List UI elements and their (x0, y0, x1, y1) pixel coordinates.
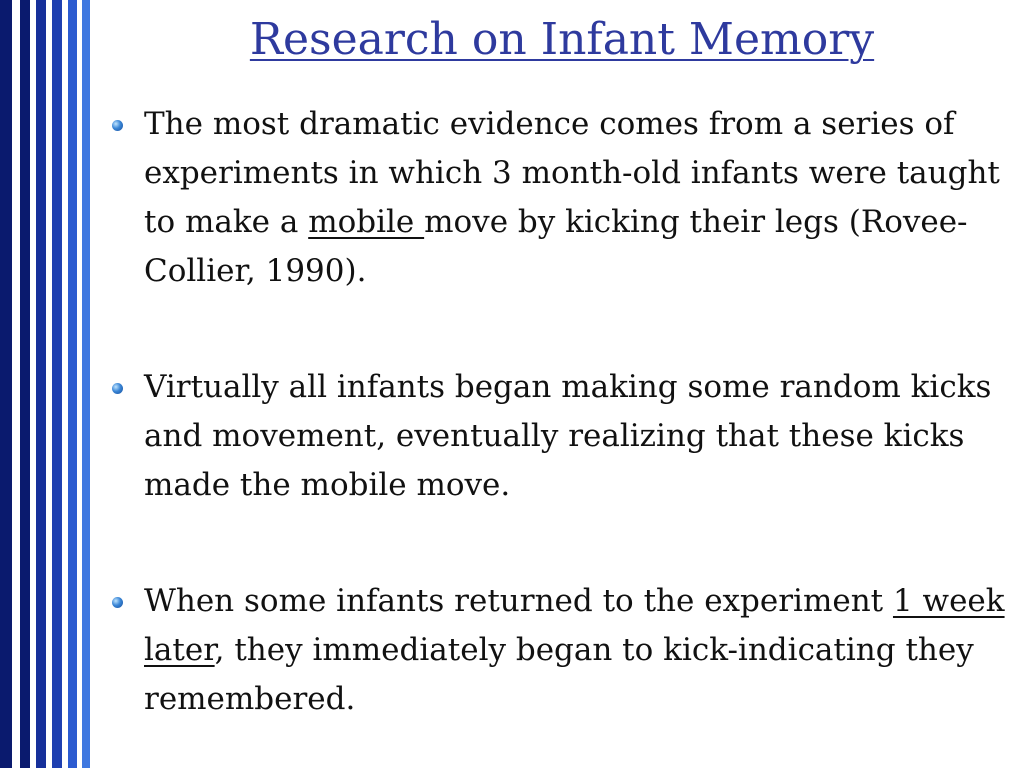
bullet-text: The most dramatic evidence comes from a series of experiments in which 3 month-old infants were taught to make a (144, 106, 1000, 240)
bullet-item-week-later (110, 577, 1015, 724)
bullet-text: When some infants returned to the experiment (144, 583, 893, 619)
slide-title (100, 10, 1024, 70)
bullet-item-random-kicks (110, 363, 1015, 510)
bullet-item-mobile-experiment (110, 100, 1015, 296)
bullet-text: move by kicking their legs (Rovee-Collier, 1990). (144, 204, 968, 289)
bullet-dot-icon (112, 383, 123, 394)
bullet-text: , they immediately began to kick-indicating they remembered. (144, 632, 974, 717)
slide-title-text: Research on Infant Memory (249, 14, 875, 65)
bullet-dot-icon (112, 597, 123, 608)
bullet-underlined-text: 1 week later (144, 583, 1005, 668)
bullet-underlined-text: mobile (308, 204, 425, 240)
bullet-list (110, 100, 1015, 724)
bullet-text: Virtually all infants began making some random kicks and movement, eventually realizing that these kicks made the mobile move. (144, 369, 992, 503)
bullet-dot-icon (112, 120, 123, 131)
left-stripe-decoration (0, 0, 92, 768)
